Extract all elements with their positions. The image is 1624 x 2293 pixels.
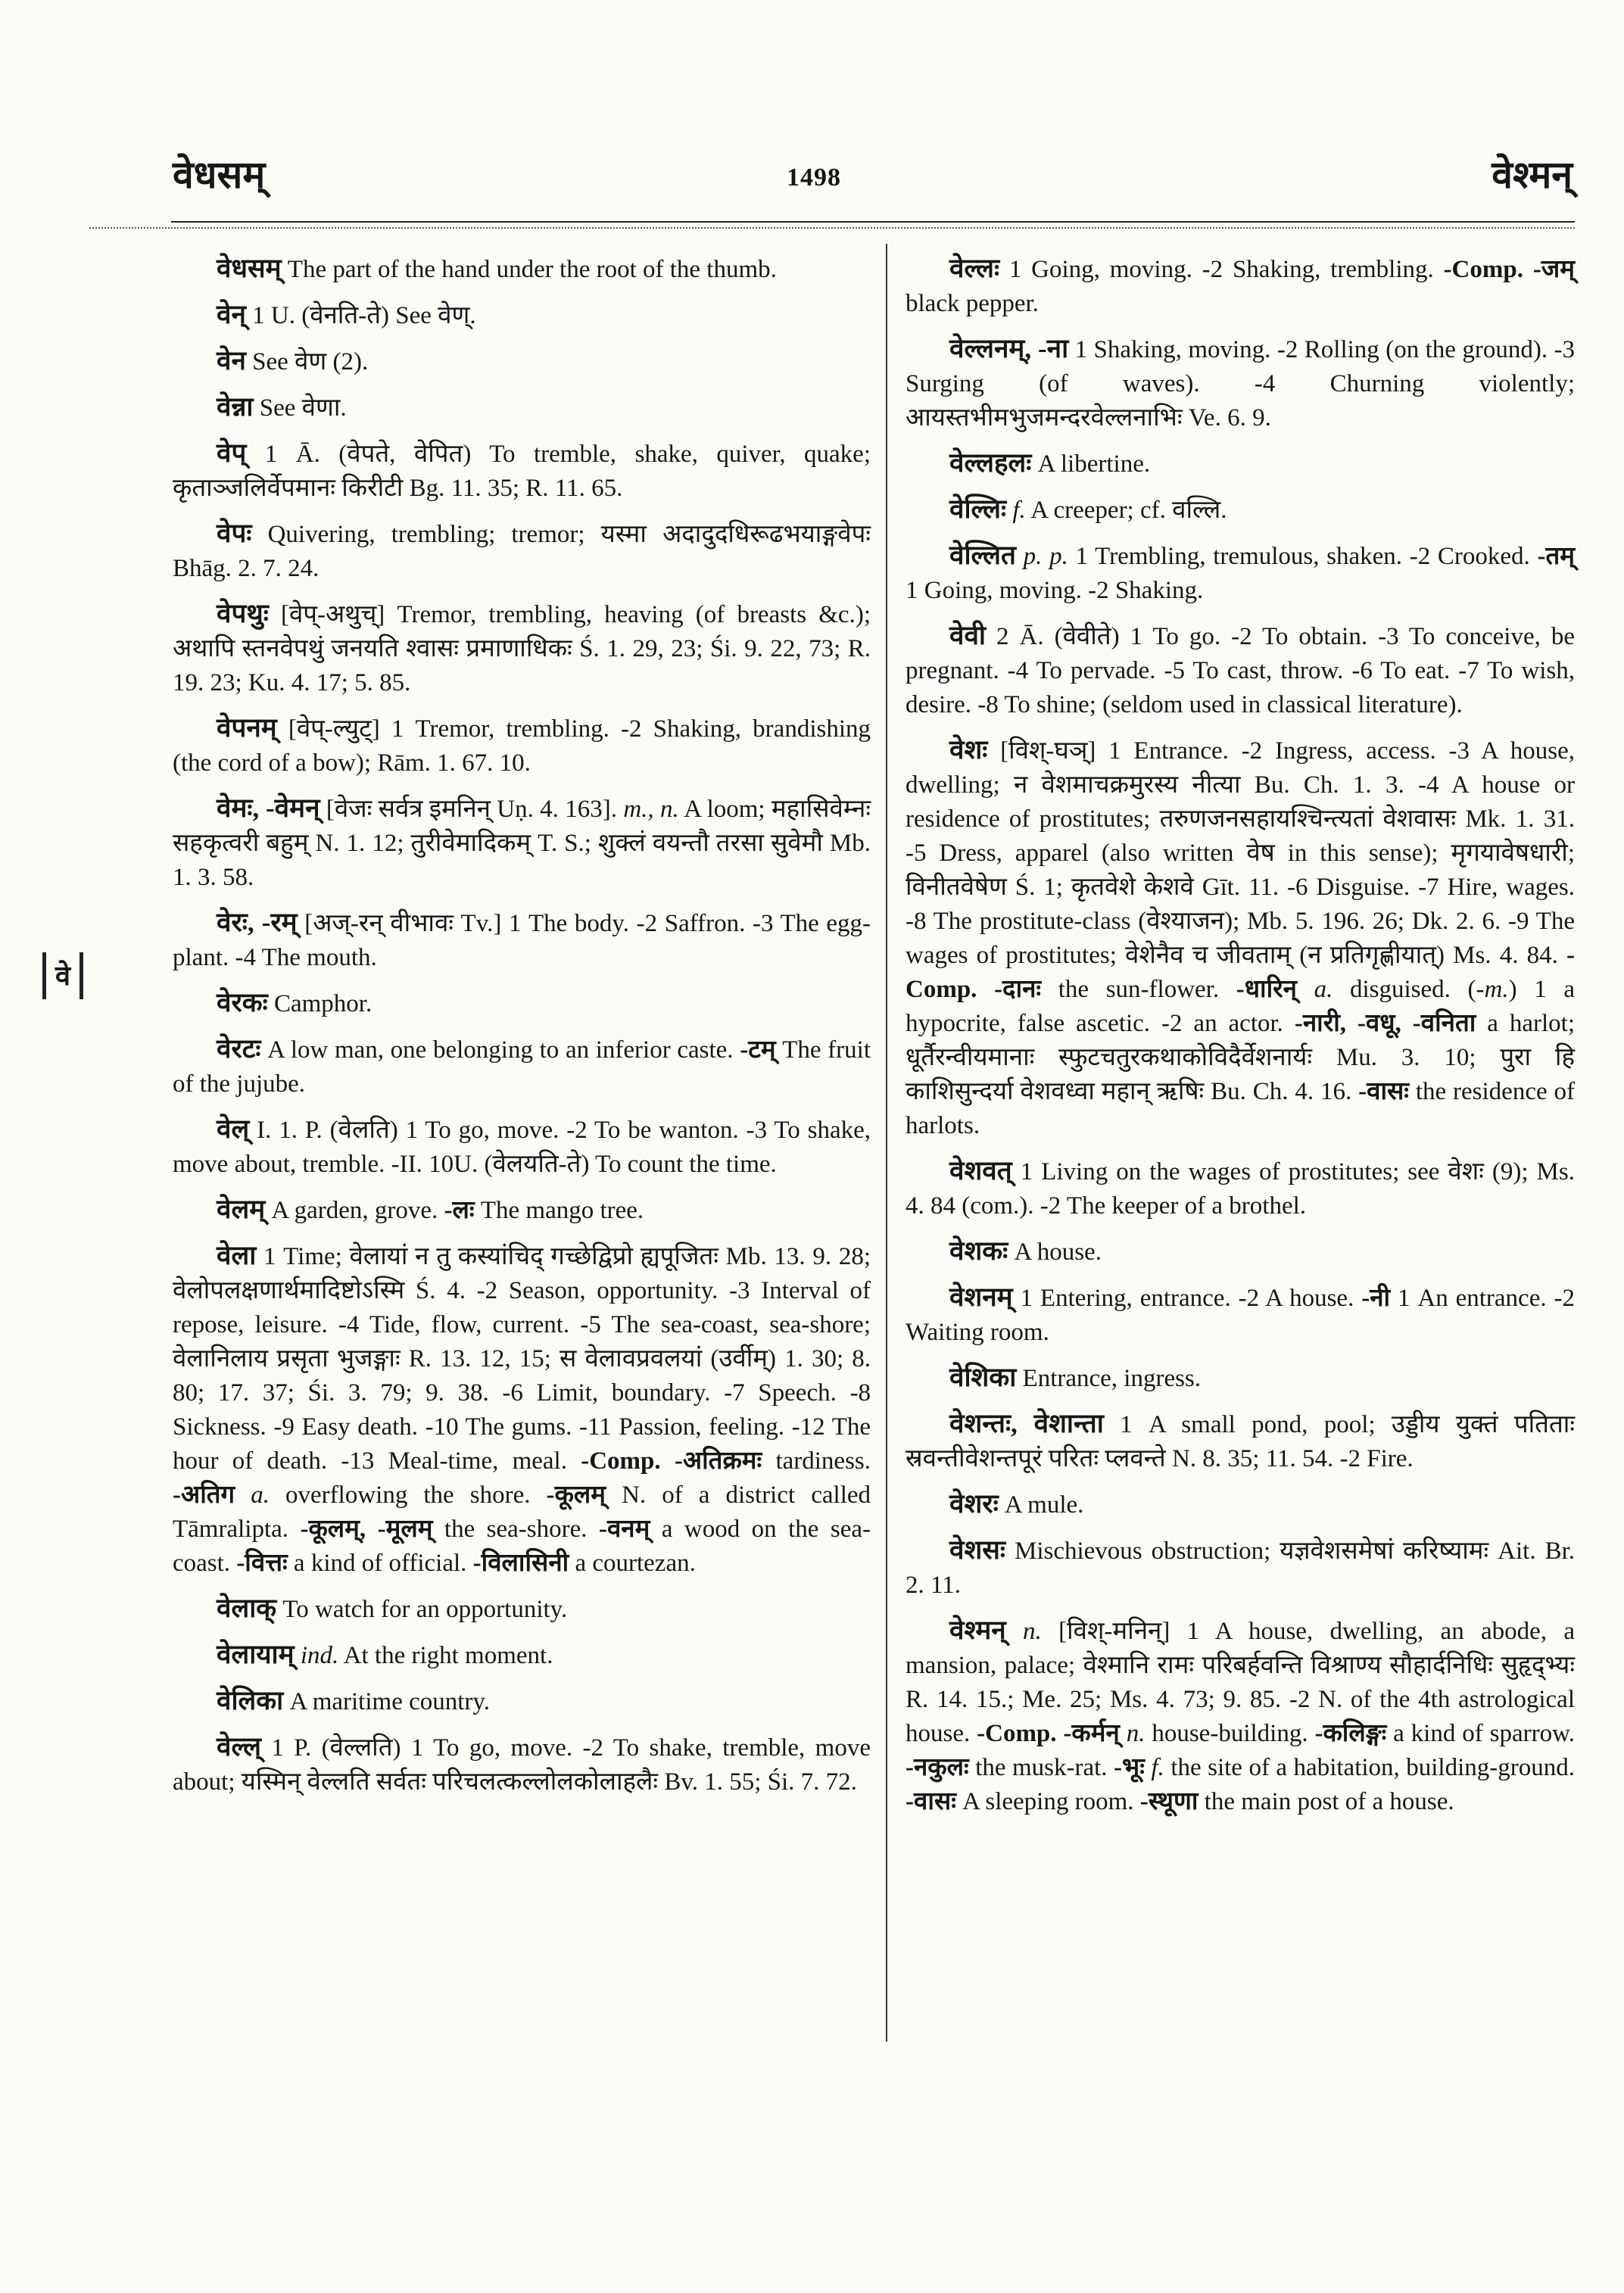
definition-text: a wood on the sea-coast. bbox=[173, 1516, 871, 1577]
definition-text: a harlot; धूर्तैरन्वीयमानाः स्फुटचतुरकथाकोविदैर्वेशनार्यः Mu. 3. 10; पुरा हि काशिसुन्दर्या वेशवध्वा महान् ऋषिः Bu. Ch. 4. 16. bbox=[906, 1010, 1575, 1105]
grammar-label: n. bbox=[1005, 1618, 1042, 1645]
headword: वेलाक् bbox=[217, 1594, 277, 1623]
dictionary-entry bbox=[906, 618, 1575, 722]
definition-text: [विश्-घञ्] 1 Entrance. -2 Ingress, access. -3 A house, dwelling; न वेशमाचक्रमुरस्य नीत्या Bu. Ch. 1. 3. -4 A house or residence of prostitutes; तरुणजनसहायश्चिन्त्यतां वेशवासः Mk. 1. 31. -5 Dress, apparel (also written वेष in this sense); मृगयावेषधारी; विनीतवेषेण Ś. 1; कृतवेशे केशवे Gīt. 11. -6 Disguise. -7 Hire, wages. -8 The prostitute-class (वेश्याजन); Mb. 5. 196. 26; Dk. 2. 6. -9 The wages of prostitutes; वेशेनैव च जीवताम् (न प्रतिगृह्णीयात्) Ms. 4. 84. bbox=[906, 737, 1575, 969]
thumb-index-tab: वे bbox=[42, 952, 83, 999]
sub-headword: -Comp. -दानः bbox=[906, 942, 1575, 1003]
dictionary-entry bbox=[173, 1192, 871, 1228]
dictionary-entry bbox=[173, 1032, 871, 1101]
dictionary-entry bbox=[906, 332, 1575, 435]
definition-text: ) 1 a hypocrite, false ascetic. -2 an actor. bbox=[906, 976, 1576, 1037]
definition-text: A sleeping room. bbox=[955, 1788, 1140, 1815]
grammar-label: f. bbox=[1006, 497, 1026, 524]
headword: वेरटः bbox=[217, 1034, 261, 1064]
dictionary-entry bbox=[173, 791, 871, 895]
definition-text: [वेप्-अथुच्] Tremor, trembling, heaving (of breasts &c.); अथापि स्तनवेपथुं जनयति श्वासः प्रमाणाधिकः Ś. 1. 29, 23; Śi. 9. 22, 73; R. 19. 23; Ku. 4. 17; 5. 85. bbox=[173, 601, 871, 696]
sub-headword: -तम् bbox=[1537, 543, 1575, 570]
sub-headword: -वासः bbox=[906, 1788, 956, 1815]
headword: वेल्लनम्, -ना bbox=[949, 334, 1069, 363]
header-dotted-rule bbox=[89, 227, 1575, 229]
definition-text: A loom; महासिवेम्नः सहकृत्वरी बहुम् N. 1. 12; तुरीवेमादिकम् T. S.; शुक्लं वयन्तौ तरसा सुवेमौ Mb. 1. 3. 58. bbox=[173, 796, 871, 891]
grammar-label: m., n. bbox=[623, 796, 679, 823]
headword: वेशरः bbox=[949, 1489, 999, 1519]
dictionary-entry bbox=[173, 986, 871, 1021]
definition-text: A maritime country. bbox=[283, 1688, 491, 1715]
sub-headword: -वनम् bbox=[598, 1516, 650, 1543]
headword: वेशन्तः, वेशान्ता bbox=[949, 1409, 1104, 1438]
headword: वेपथुः bbox=[217, 599, 269, 628]
headword: वेशवत् bbox=[949, 1156, 1012, 1185]
sub-headword: -Comp. -जम् bbox=[1443, 256, 1575, 283]
headword: वेशसः bbox=[949, 1535, 1005, 1565]
dictionary-entry bbox=[173, 1112, 871, 1182]
grammar-label: a. bbox=[1296, 976, 1333, 1003]
header-rule bbox=[171, 221, 1575, 223]
headword: वेल्ल् bbox=[217, 1732, 261, 1762]
definition-text: See वेण (2). bbox=[245, 348, 369, 375]
sub-headword: -स्थूणा bbox=[1139, 1788, 1199, 1815]
definition-text: the musk-rat. bbox=[968, 1754, 1114, 1781]
dictionary-entry bbox=[173, 251, 871, 287]
grammar-label: f. bbox=[1144, 1754, 1164, 1781]
definition-text: a kind of sparrow. bbox=[1386, 1720, 1576, 1747]
headword: वेल्लः bbox=[949, 254, 1000, 283]
definition-text: [अज्-रन् वीभावः Tv.] 1 The body. -2 Saffron. -3 The egg-plant. -4 The mouth. bbox=[173, 910, 871, 971]
grammar-label: a. bbox=[235, 1481, 270, 1509]
grammar-label: n. bbox=[1119, 1720, 1146, 1747]
definition-text: [वेप्-ल्युट्] 1 Tremor, trembling. -2 Shaking, brandishing (the cord of a bow); Rām. 1. 67. 10. bbox=[173, 715, 871, 777]
dictionary-entry bbox=[906, 251, 1575, 321]
sub-headword: -नी bbox=[1361, 1285, 1391, 1312]
dictionary-entry bbox=[906, 1407, 1575, 1476]
dictionary-entry bbox=[906, 1533, 1575, 1603]
dictionary-entry bbox=[906, 1613, 1575, 1819]
definition-text: A libertine. bbox=[1031, 450, 1151, 478]
right-column bbox=[906, 251, 1575, 1830]
sub-headword: -कूलम्, -मूलम् bbox=[300, 1516, 433, 1543]
headword: वेशिका bbox=[949, 1363, 1017, 1392]
definition-text: [वेजः सर्वत्र इमनिन् Uṇ. 4. 163]. bbox=[320, 796, 624, 823]
grammar-label: m. bbox=[1484, 976, 1509, 1003]
definition-text: A creeper; cf. वल्लि. bbox=[1025, 497, 1227, 524]
definition-text: 1 U. (वेनति-ते) See वेण्. bbox=[245, 302, 476, 329]
sub-headword: -कलिङ्गः bbox=[1314, 1720, 1387, 1747]
definition-text: [विश्-मनिन्] 1 A house, dwelling, an abode, a mansion, palace; वेश्मानि रामः परिबर्हवन्ति विश्राण्य सौहार्दनिधिः सुहृद्भ्यः R. 14. 15.; Me. 25; Ms. 4. 73; 9. 85. -2 N. of the 4th astrological house. bbox=[906, 1618, 1576, 1747]
definition-text: 1 A small pond, pool; उड्डीय युक्तं पतिताः स्रवन्तीवेशन्तपूरं परितः प्लवन्ते N. 8. 35; 11. 54. -2 Fire. bbox=[906, 1411, 1576, 1472]
definition-text: the sea-shore. bbox=[432, 1516, 599, 1543]
definition-text: See वेणा. bbox=[253, 394, 347, 422]
headword: वेशः bbox=[949, 735, 988, 765]
definition-text: the main post of a house. bbox=[1198, 1788, 1454, 1815]
definition-text: The fruit of the jujube. bbox=[173, 1036, 871, 1098]
definition-text: the sun-flower. bbox=[1041, 976, 1236, 1003]
column-divider bbox=[886, 244, 887, 2042]
dictionary-entry bbox=[906, 1487, 1575, 1522]
sub-headword: -Comp. -कर्मन् bbox=[977, 1720, 1120, 1747]
headword: वेल्लिः bbox=[949, 494, 1007, 524]
definition-text: 1 Entering, entrance. -2 A house. bbox=[1012, 1285, 1362, 1312]
headword: वेप् bbox=[217, 438, 247, 468]
dictionary-entry bbox=[173, 390, 871, 425]
dictionary-entry bbox=[906, 446, 1575, 481]
headword: वेन bbox=[217, 346, 246, 375]
definition-text: 1 Ā. (वेपते, वेपित) To tremble, shake, quiver, quake; कृताञ्जलिर्वेपमानः किरीटी Bg. 11. 35; R. 11. 65. bbox=[173, 441, 871, 502]
headword: वेरकः bbox=[217, 988, 268, 1017]
page-number: 1498 bbox=[787, 164, 841, 192]
definition-text: 1 Shaking, moving. -2 Rolling (on the ground). -3 Surging (of waves). -4 Churning violently; आयस्तभीमभुजमन्दरवेल्लनाभिः Ve. 6. 9. bbox=[906, 336, 1575, 431]
sub-headword: -टम् bbox=[740, 1036, 776, 1064]
definition-text: 1 Trembling, tremulous, shaken. -2 Crooked. bbox=[1068, 543, 1538, 570]
sub-headword: -धारिन् bbox=[1236, 976, 1297, 1003]
definition-text: Quivering, trembling; tremor; यस्मा अदादुदधिरूढभयाङ्गवेपः Bhāg. 2. 7. 24. bbox=[173, 521, 871, 582]
headword: वेपनम् bbox=[217, 713, 277, 743]
grammar-label: p. p. bbox=[1016, 543, 1068, 570]
sub-headword: -Comp. -अतिक्रमः bbox=[581, 1447, 762, 1475]
definition-text: 1 Going, moving. -2 Shaking, trembling. bbox=[999, 256, 1444, 283]
sub-headword: -कूलम् bbox=[546, 1481, 606, 1509]
dictionary-entry bbox=[173, 597, 871, 700]
definition-text: At the right moment. bbox=[338, 1642, 553, 1669]
sub-headword: -वासः bbox=[1358, 1078, 1409, 1105]
sub-headword: -विलासिनी bbox=[472, 1550, 569, 1577]
headword: वेरः, -रम् bbox=[217, 908, 298, 937]
definition-text: To watch for an opportunity. bbox=[276, 1596, 568, 1623]
definition-text: a courtezan. bbox=[569, 1550, 696, 1577]
headword: वेला bbox=[217, 1241, 257, 1270]
dictionary-entry bbox=[906, 538, 1575, 608]
dictionary-entry bbox=[906, 1154, 1575, 1223]
definition-text: 1 An entrance. -2 Waiting room. bbox=[906, 1285, 1575, 1346]
headword: वेलायाम् bbox=[217, 1640, 295, 1669]
headword: वेशकः bbox=[949, 1236, 1008, 1266]
dictionary-entry bbox=[173, 1730, 871, 1799]
dictionary-entry bbox=[173, 344, 871, 379]
definition-text: N. of a district called Tāmralipta. bbox=[173, 1481, 871, 1543]
dictionary-entry bbox=[173, 516, 871, 586]
definition-text: the site of a habitation, building-ground. bbox=[1164, 1754, 1576, 1781]
headword: वेलिका bbox=[217, 1686, 284, 1715]
header-first-word: वेधसम् bbox=[173, 154, 266, 196]
grammar-label: ind. bbox=[294, 1642, 339, 1669]
definition-text: A garden, grove. bbox=[265, 1197, 444, 1224]
definition-text: tardiness. bbox=[762, 1447, 871, 1475]
sub-headword: -नारी, -वधू, -वनिता bbox=[1294, 1010, 1476, 1037]
definition-text: the residence of harlots. bbox=[906, 1078, 1575, 1139]
dictionary-entry bbox=[906, 1280, 1575, 1350]
left-column bbox=[173, 251, 871, 1810]
dictionary-entry bbox=[173, 1637, 871, 1673]
definition-text: 1 Living on the wages of prostitutes; see वेशः (9); Ms. 4. 84 (com.). -2 The keeper of a brothel. bbox=[906, 1158, 1575, 1220]
definition-text: overflowing the shore. bbox=[269, 1481, 547, 1509]
dictionary-entry bbox=[173, 1238, 871, 1581]
definition-text: house-building. bbox=[1145, 1720, 1315, 1747]
dictionary-entry bbox=[173, 298, 871, 333]
dictionary-entry bbox=[906, 1234, 1575, 1270]
definition-text: A house. bbox=[1008, 1238, 1102, 1266]
headword: वेन्ना bbox=[217, 392, 254, 422]
definition-text: 1 Going, moving. -2 Shaking. bbox=[906, 577, 1204, 604]
definition-text: 2 Ā. (वेवीते) 1 To go. -2 To obtain. -3 To conceive, be pregnant. -4 To pervade. -5 To cast, throw. -6 To eat. -7 To wish, desire. -8 To shine; (seldom used in classical literature). bbox=[906, 623, 1575, 718]
dictionary-entry bbox=[906, 733, 1575, 1143]
definition-text: 1 P. (वेल्लति) 1 To go, move. -2 To shake, tremble, move about; यस्मिन् वेल्लति सर्वतः परिचलत्कल्लोलकोलाहलैः Bv. 1. 55; Śi. 7. 72. bbox=[173, 1734, 871, 1796]
headword: वेमः, -वेमन् bbox=[217, 793, 320, 823]
definition-text: black pepper. bbox=[906, 290, 1039, 317]
definition-text: a kind of official. bbox=[287, 1550, 473, 1577]
headword: वेशनम् bbox=[949, 1282, 1013, 1312]
sub-headword: -अतिग bbox=[173, 1481, 235, 1509]
definition-text: The mango tree. bbox=[474, 1197, 644, 1224]
definition-text: The part of the hand under the root of the thumb. bbox=[281, 256, 777, 283]
headword: वेल्लहलः bbox=[949, 448, 1032, 478]
definition-text: Camphor. bbox=[267, 990, 372, 1017]
dictionary-entry bbox=[173, 436, 871, 506]
headword: वेवी bbox=[949, 621, 986, 650]
definition-text: Entrance, ingress. bbox=[1016, 1365, 1202, 1392]
definition-text: disguised. (- bbox=[1333, 976, 1485, 1003]
header-last-word: वेश्मन् bbox=[1492, 154, 1573, 196]
headword: वेलम् bbox=[217, 1195, 266, 1224]
headword: वेल् bbox=[217, 1114, 250, 1144]
sub-headword: -नकुलः bbox=[906, 1754, 969, 1781]
headword: वेल्लित bbox=[949, 541, 1016, 570]
sub-headword: -भूः bbox=[1114, 1754, 1145, 1781]
dictionary-entry bbox=[173, 711, 871, 780]
headword: वेधसम् bbox=[217, 254, 282, 283]
dictionary-entry bbox=[173, 1591, 871, 1627]
headword: वेश्मन् bbox=[949, 1615, 1006, 1645]
dictionary-entry bbox=[173, 1684, 871, 1719]
headword: वेन् bbox=[217, 300, 246, 329]
definition-text: Mischievous obstruction; यज्ञवेशसमेषां करिष्यामः Ait. Br. 2. 11. bbox=[906, 1537, 1575, 1599]
sub-headword: -वित्तः bbox=[236, 1550, 288, 1577]
definition-text: A mule. bbox=[998, 1491, 1084, 1519]
sub-headword: -लः bbox=[444, 1197, 475, 1224]
definition-text: A low man, one belonging to an inferior caste. bbox=[260, 1036, 740, 1064]
dictionary-entry bbox=[906, 1360, 1575, 1396]
definition-text: I. 1. P. (वेलति) 1 To go, move. -2 To be wanton. -3 To shake, move about, tremble. -II. 10U. (वेलयति-ते) To count the time. bbox=[173, 1117, 871, 1178]
headword: वेपः bbox=[217, 519, 252, 548]
dictionary-entry bbox=[173, 905, 871, 975]
dictionary-entry bbox=[906, 492, 1575, 528]
definition-text: 1 Time; वेलायां न तु कस्यांचिद् गच्छेद्विप्रो ह्यपूजितः Mb. 13. 9. 28; वेलोपलक्षणार्थमादिष्टोऽस्मि Ś. 4. -2 Season, opportunity. -3 Interval of repose, leisure. -4 Tide, flow, current. -5 The sea-coast, sea-shore; वेलानिलाय प्रसृता भुजङ्गाः R. 13. 12, 15; स वेलावप्रवलयां (उर्वीम्) 1. 30; 8. 80; 17. 37; Śi. 3. 79; 9. 38. -6 Limit, boundary. -7 Speech. -8 Sickness. -9 Easy death. -10 The gums. -11 Passion, feeling. -12 The hour of death. -13 Meal-time, meal. bbox=[173, 1243, 871, 1475]
